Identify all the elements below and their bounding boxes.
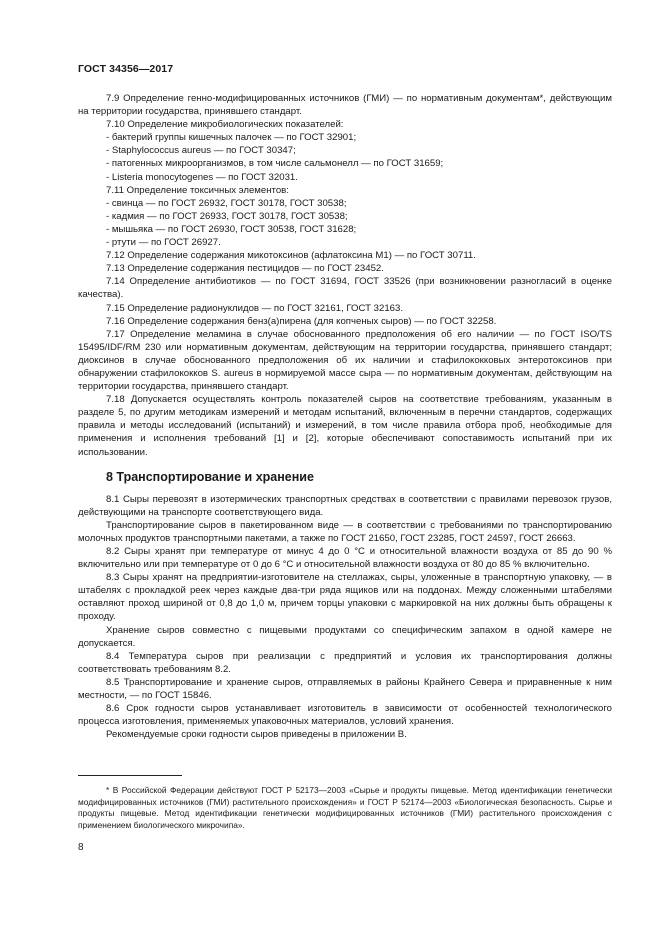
clause-7-17: 7.17 Определение меламина в случае обоснованного предположения об его наличии — по ГОСТ ISO/TS 15495/IDF/RM 230 или нормативным документам, действующим на территории государства, принявшего стандарт; диоксинов в случае обоснованного предположения об их наличии и стафилококковых энтеротоксинов при обнаружении стафилококков S. aureus в нормируемой массе сыра — по нормативным документам, действующим на территории государства, принявшего стандарт.	[78, 328, 612, 393]
clause-7-14: 7.14 Определение антибиотиков — по ГОСТ 31694, ГОСТ 33526 (при возникновении разногласий в оценке качества).	[78, 276, 612, 301]
section-heading: 8 Транспортирование и хранение	[106, 469, 314, 484]
paragraph: Хранение сыров совместно с пищевыми продуктами со специфическим запахом в одной камере не допускается.	[78, 624, 612, 649]
clause-7-16: 7.16 Определение содержания бенз(а)пирена (для копченых сыров) — по ГОСТ 32258.	[106, 315, 497, 327]
footnote-divider	[78, 775, 182, 776]
list-item: - Staphylococcus aureus — по ГОСТ 30347;	[106, 145, 296, 157]
clause-7-10: 7.10 Определение микробиологических показателей:	[106, 119, 344, 131]
paragraph: Рекомендуемые сроки годности сыров приведены в приложении В.	[106, 729, 407, 741]
clause-7-15: 7.15 Определение радионуклидов — по ГОСТ 32161, ГОСТ 32163.	[106, 302, 403, 314]
list-item: - мышьяка — по ГОСТ 26930, ГОСТ 30538, ГОСТ 31628;	[106, 223, 357, 235]
clause-8-1: 8.1 Сыры перевозят в изотермических транспортных средствах в соответствии с правилами перевозок грузов, действующими на транспорте соответствующего вида.	[78, 493, 612, 518]
clause-8-3: 8.3 Сыры хранят на предприятии-изготовителе на стеллажах, сыры, уложенные в транспортную упаковку, — в штабелях с прокладкой реек через каждые два-три ряда ящиков или на поддонах. Между сложенными штабелями оставляют проход шириной от 0,8 до 1,0 м, причем торцы упаковки с маркировкой на них должны быть обращены к проходу.	[78, 572, 612, 623]
clause-8-4: 8.4 Температура сыров при реализации с предприятий и условия их транспортирования должны соответствовать требованиям 8.2.	[78, 650, 612, 675]
document-header: ГОСТ 34356—2017	[78, 63, 174, 75]
list-item: - ртути — по ГОСТ 26927.	[106, 237, 221, 249]
clause-8-6: 8.6 Срок годности сыров устанавливает изготовитель в зависимости от особенностей технологического процесса изготовления, применяемых упаковочных материалов, условий хранения.	[78, 703, 612, 728]
page-number: 8	[78, 842, 84, 853]
document-body	[78, 92, 612, 741]
clause-7-18: 7.18 Допускается осуществлять контроль показателей сыров на соответствие требованиям, указанным в разделе 5, по другим методикам измерений и методам испытаний, включенным в перечни стандартов, содержащих правила и методы исследований (испытаний) и измерений, в том числе правила отбора проб, необходимые для применения и исполнения требований [1] и [2], которые обеспечивают сопоставимость испытаний при их использовании.	[78, 394, 612, 458]
clause-7-9: 7.9 Определение генно-модифицированных источников (ГМИ) — по нормативным документам*, действующим на территории государства, принявшего стандарт.	[78, 93, 612, 118]
clause-8-2: 8.2 Сыры хранят при температуре от минус 4 до 0 °С и относительной влажности воздуха от 85 до 90 % включительно или при температуре от 0 до 6 °С и относительной влажности воздуха от 80 до 85 % включительно.	[78, 546, 612, 571]
paragraph: Транспортирование сыров в пакетированном виде — в соответствии с требованиями по транспортированию молочных продуктов транспортными пакетами, а также по ГОСТ 21650, ГОСТ 23285, ГОСТ 24597, ГОСТ 26663.	[78, 519, 612, 544]
list-item: - патогенных микроорганизмов, в том числе сальмонелл — по ГОСТ 31659;	[106, 158, 444, 170]
clause-7-11: 7.11 Определение токсичных элементов:	[106, 184, 289, 196]
clause-7-13: 7.13 Определение содержания пестицидов — по ГОСТ 23452.	[106, 263, 384, 275]
clause-7-12: 7.12 Определение содержания микотоксинов (афлатоксина M1) — по ГОСТ 30711.	[106, 250, 476, 262]
list-item: - свинца — по ГОСТ 26932, ГОСТ 30178, ГОСТ 30538;	[106, 197, 347, 209]
footnote	[78, 785, 612, 831]
footnote-text: * В Российской Федерации действуют ГОСТ Р 52173—2003 «Сырье и продукты пищевые. Метод идентификации генетически модифицированных источников (ГМИ) растительного происхождения» и ГОСТ Р 52174—2003 «Биологическая безопасность. Сырье и продукты пищевые. Метод идентификации генетически модифицированных источников (ГМИ) растительного происхождения с применением биологического микрочипа».	[78, 785, 612, 830]
list-item: - Listeria monocytogenes — по ГОСТ 32031.	[106, 171, 298, 183]
clause-8-5: 8.5 Транспортирование и хранение сыров, отправляемых в районы Крайнего Севера и приравненные к ним местности, — по ГОСТ 15846.	[78, 676, 612, 702]
list-item: - бактерий группы кишечных палочек — по ГОСТ 32901;	[106, 132, 357, 144]
list-item: - кадмия — по ГОСТ 26933, ГОСТ 30178, ГОСТ 30538;	[106, 210, 348, 222]
